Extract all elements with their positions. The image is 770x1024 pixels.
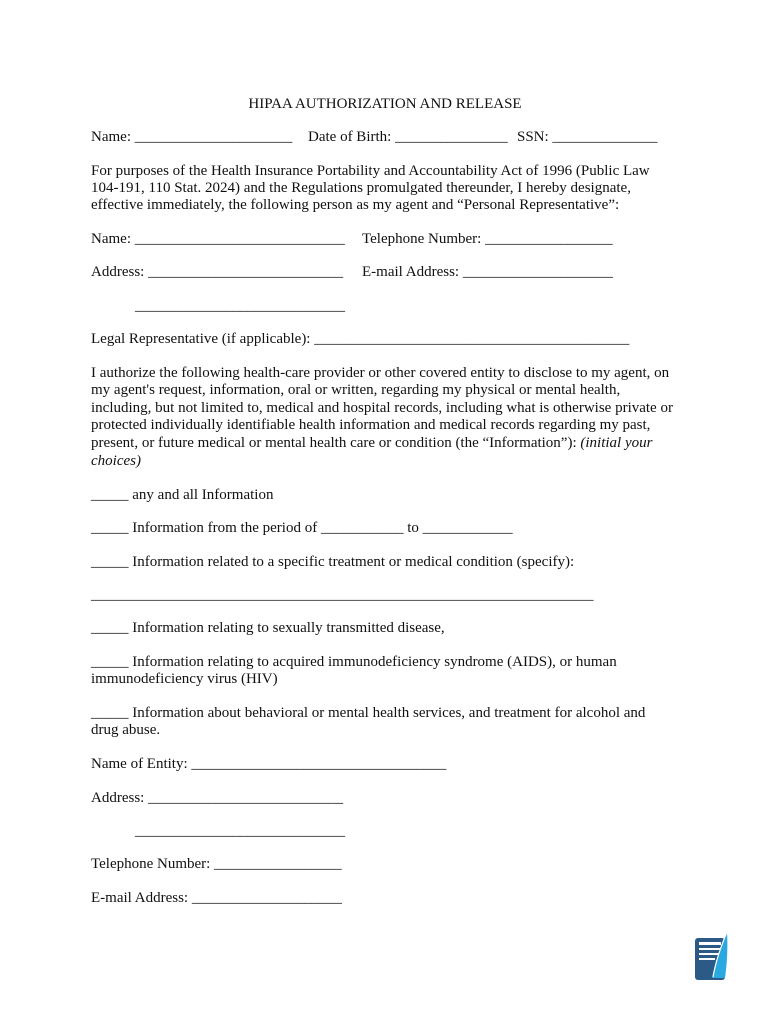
patient-name-field: Name: _____________________ (91, 129, 293, 145)
authorize-line: I authorize the following health-care provider or other covered entity to disclose to my agent, on (91, 365, 670, 381)
purpose-line: 104-191, 110 Stat. 2024) and the Regulations promulgated thereunder, I hereby designate, (91, 180, 631, 196)
option-specific-treatment: _____ Information related to a specific treatment or medical condition (specify): (91, 554, 575, 570)
agent-address-line-2: ____________________________ (135, 298, 345, 314)
option-period: _____ Information from the period of ___________ to ____________ (91, 520, 513, 536)
option-std: _____ Information relating to sexually transmitted disease, (91, 620, 445, 636)
specify-line: ___________________________________________________________________ (91, 587, 594, 603)
initial-instruction: (initial your (580, 435, 653, 451)
authorize-line: protected individually identifiable health information and medical records regarding my past, (91, 417, 651, 433)
entity-name-field: Name of Entity: __________________________________ (91, 756, 447, 772)
agent-name-field: Name: ____________________________ (91, 231, 345, 247)
authorize-line: my agent's request, information, oral or written, regarding my physical or mental health, (91, 382, 621, 398)
initial-instruction-cont: choices) (91, 453, 141, 469)
authorize-line (91, 434, 652, 452)
entity-email-field: E-mail Address: ____________________ (91, 890, 342, 906)
option-behavioral-cont: drug abuse. (91, 722, 161, 738)
purpose-line: For purposes of the Health Insurance Portability and Accountability Act of 1996 (Public Law (91, 163, 650, 179)
entity-telephone-field: Telephone Number: _________________ (91, 856, 342, 872)
option-aids-hiv: _____ Information relating to acquired immunodeficiency syndrome (AIDS), or human (91, 654, 617, 670)
agent-address-field: Address: __________________________ (91, 264, 344, 280)
authorize-line: including, but not limited to, medical and hospital records, including what is otherwise private or (91, 400, 673, 416)
option-aids-hiv-cont: immunodeficiency virus (HIV) (91, 671, 278, 687)
date-of-birth-field: Date of Birth: _______________ (308, 129, 508, 145)
option-behavioral: _____ Information about behavioral or mental health services, and treatment for alcohol and (91, 705, 646, 721)
authorize-text: present, or future medical or mental health care or condition (the “Information”): (91, 435, 581, 451)
entity-address-line-2: ____________________________ (135, 823, 345, 839)
ssn-field: SSN: ______________ (517, 129, 658, 145)
document-feather-logo-icon (694, 930, 730, 982)
entity-address-field: Address: __________________________ (91, 790, 344, 806)
legal-representative-field: Legal Representative (if applicable): __________________________________________ (91, 331, 630, 347)
agent-email-field: E-mail Address: ____________________ (362, 264, 613, 280)
document-title: HIPAA AUTHORIZATION AND RELEASE (248, 96, 522, 112)
agent-telephone-field: Telephone Number: _________________ (362, 231, 613, 247)
purpose-line: effective immediately, the following person as my agent and “Personal Representative”: (91, 197, 620, 213)
option-all-information: _____ any and all Information (91, 487, 274, 503)
